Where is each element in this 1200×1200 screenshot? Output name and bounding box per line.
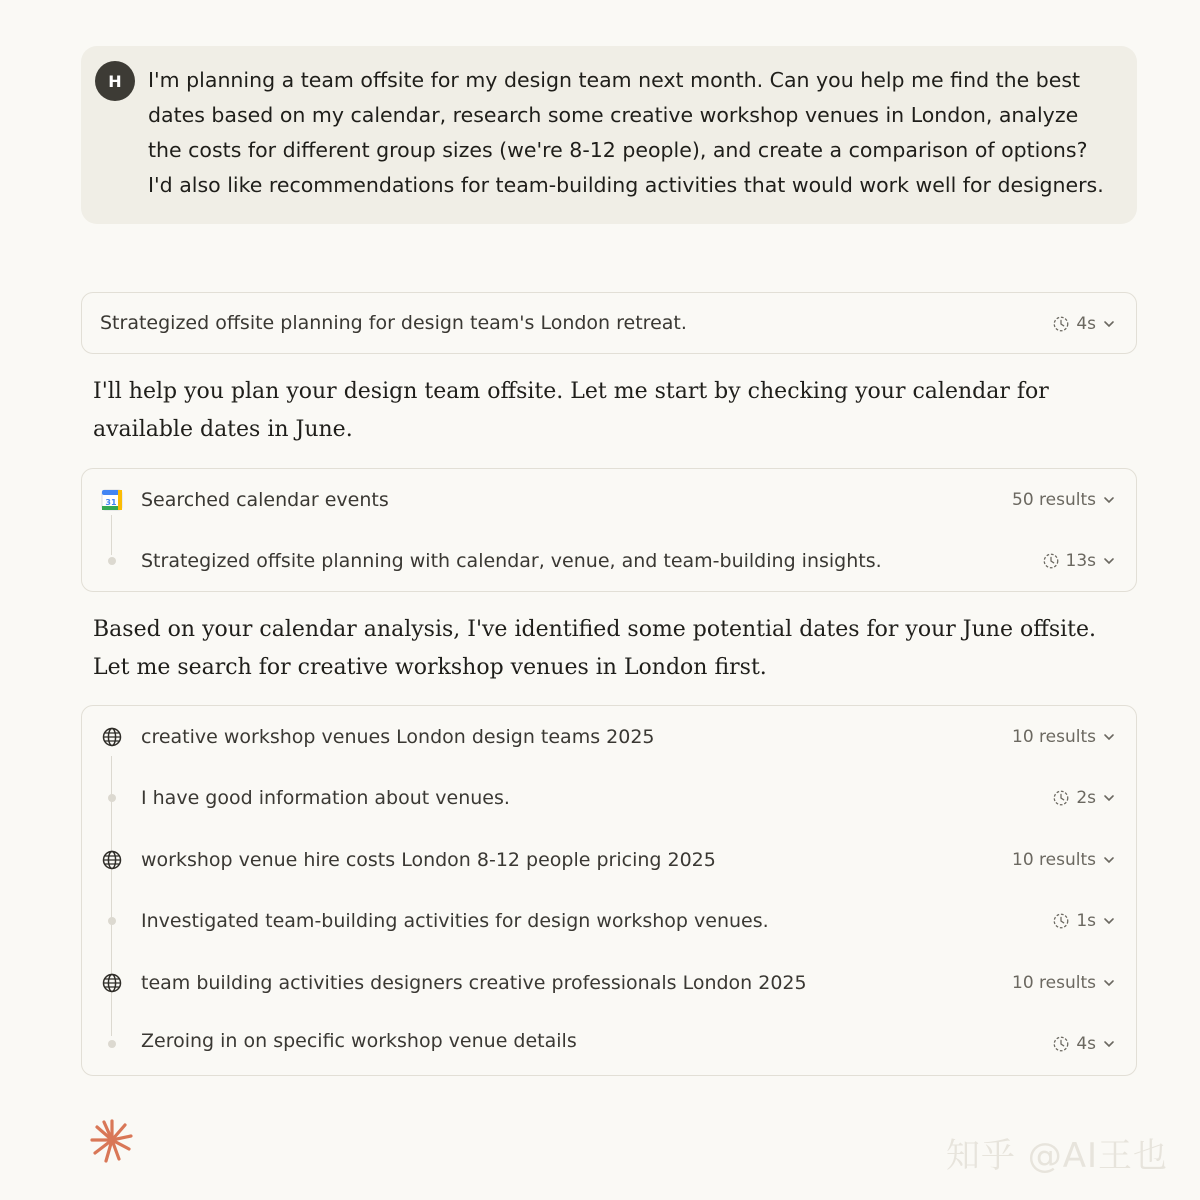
duration-text: 4s — [1076, 314, 1096, 334]
watermark: 知乎 @AI王也 — [945, 1136, 1168, 1176]
thinking-duration[interactable] — [1052, 314, 1116, 334]
thinking-label: Strategized offsite planning for design team's London retreat. — [100, 312, 687, 334]
tool-row[interactable] — [82, 901, 1136, 941]
tool-row-label: team building activities designers creative professionals London 2025 — [141, 972, 807, 994]
timeline-dot — [100, 786, 124, 810]
thinking-block[interactable] — [81, 292, 1137, 354]
timeline-dot — [100, 909, 124, 933]
tool-row-meta[interactable] — [1012, 973, 1116, 993]
tool-row-meta[interactable] — [1052, 1034, 1116, 1054]
tool-row-meta[interactable] — [1052, 788, 1116, 808]
tool-row-label-streaming: Zeroing in on specific workshop venue details — [141, 1030, 577, 1052]
timeline-dot — [100, 1032, 124, 1056]
tool-row[interactable] — [82, 963, 1136, 1003]
duration-text: 2s — [1076, 788, 1096, 808]
timer-icon — [1052, 912, 1070, 930]
tool-row[interactable] — [82, 480, 1136, 520]
tool-row-label: I have good information about venues. — [141, 787, 510, 809]
timeline-dot — [100, 549, 124, 573]
tool-row-meta[interactable] — [1012, 490, 1116, 510]
chevron-down-icon[interactable] — [1102, 853, 1116, 867]
duration-text: 1s — [1076, 911, 1096, 931]
user-message-text: I'm planning a team offsite for my design team next month. Can you help me find the best dates based on my calendar, research some creative workshop venues in London, analyze the costs for different group sizes (we're 8-12 people), and create a comparison of options? I'd also like recommendations for team-building activities that would work well for designers. — [148, 68, 1104, 197]
chevron-down-icon[interactable] — [1102, 554, 1116, 568]
tool-row[interactable] — [82, 840, 1136, 880]
tool-row-label: creative workshop venues London design teams 2025 — [141, 726, 655, 748]
results-count: 10 results — [1012, 727, 1096, 747]
chevron-down-icon[interactable] — [1102, 493, 1116, 507]
timer-icon — [1042, 552, 1060, 570]
tool-row-meta[interactable] — [1042, 551, 1117, 571]
globe-icon — [100, 848, 124, 872]
timer-icon — [1052, 315, 1070, 333]
chevron-down-icon[interactable] — [1102, 1037, 1116, 1051]
user-avatar: H — [95, 61, 135, 101]
chevron-down-icon[interactable] — [1102, 730, 1116, 744]
chevron-down-icon[interactable] — [1102, 791, 1116, 805]
tool-row[interactable] — [82, 1024, 1136, 1064]
tool-row[interactable] — [82, 541, 1136, 581]
tool-row-meta[interactable] — [1052, 911, 1116, 931]
tool-row-meta[interactable] — [1012, 727, 1116, 747]
svg-text:31: 31 — [105, 498, 117, 507]
chevron-down-icon[interactable] — [1102, 914, 1116, 928]
tool-group-calendar — [81, 468, 1137, 592]
results-count: 10 results — [1012, 850, 1096, 870]
globe-icon — [100, 971, 124, 995]
user-message-bubble — [81, 46, 1137, 224]
tool-row-label: workshop venue hire costs London 8-12 people pricing 2025 — [141, 849, 716, 871]
tool-row[interactable] — [82, 717, 1136, 757]
assistant-response-2: Based on your calendar analysis, I've identified some potential dates for your June offsite. Let me search for creative workshop venues in London first. — [93, 617, 1097, 680]
timer-icon — [1052, 789, 1070, 807]
duration-text: 13s — [1065, 551, 1096, 571]
tool-row-label: Strategized offsite planning with calendar, venue, and team-building insights. — [141, 550, 882, 572]
tool-row-label: Searched calendar events — [141, 489, 389, 511]
calendar-icon — [100, 488, 124, 512]
timer-icon — [1052, 1035, 1070, 1053]
tool-group-web-search — [81, 705, 1137, 1076]
assistant-response-1: I'll help you plan your design team offsite. Let me start by checking your calendar for available dates in June. — [93, 379, 1049, 442]
globe-icon — [100, 725, 124, 749]
chevron-down-icon[interactable] — [1102, 976, 1116, 990]
chevron-down-icon[interactable] — [1102, 317, 1116, 331]
duration-text: 4s — [1076, 1034, 1096, 1054]
tool-row[interactable] — [82, 778, 1136, 818]
claude-star-icon — [88, 1116, 136, 1164]
tool-row-label: Investigated team-building activities for design workshop venues. — [141, 910, 769, 932]
results-count: 10 results — [1012, 973, 1096, 993]
results-count: 50 results — [1012, 490, 1096, 510]
tool-row-meta[interactable] — [1012, 850, 1116, 870]
